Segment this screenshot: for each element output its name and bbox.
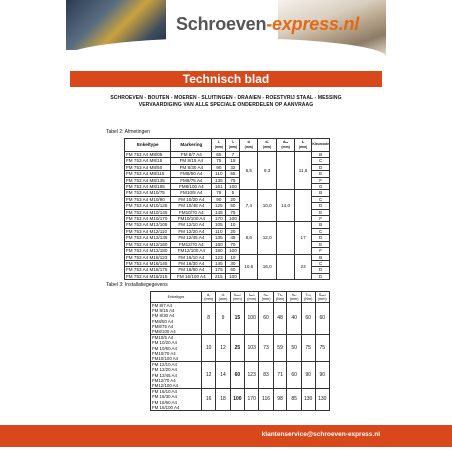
value-cell: 83: [259, 362, 273, 389]
brand-logo[interactable]: [176, 14, 359, 35]
table-cell: 125: [212, 203, 226, 209]
enkeltype-list: [151, 335, 202, 362]
table-row: [151, 335, 330, 362]
color-code-cell: D: [312, 267, 330, 273]
color-code-cell: E: [312, 209, 330, 215]
value-cell: 14: [216, 362, 230, 389]
value-cell: 12: [216, 335, 230, 362]
table-cell: FM12/70 A4: [171, 241, 212, 247]
group-cell-dnom: [277, 152, 295, 190]
color-code-cell: C: [312, 228, 330, 234]
col-header: Enkeltype: [125, 139, 171, 152]
group-cell-tv: 11,5: [294, 152, 312, 190]
col-header: Markering: [171, 139, 212, 152]
value-cell: 116: [259, 389, 273, 411]
table-cell: 60: [226, 267, 240, 273]
value-cell: 130: [301, 389, 315, 411]
table-cell: FM10/100 A4: [171, 216, 212, 222]
table-header-row: [151, 292, 330, 303]
value-cell: 100: [230, 389, 244, 411]
group-cell-d1: 7,4: [240, 190, 258, 222]
table-row: [151, 303, 330, 335]
table-cell: 10: [226, 222, 240, 228]
value-cell: 59: [273, 335, 287, 362]
value-cell: 170: [245, 389, 259, 411]
table-cell: 20: [226, 228, 240, 234]
color-code-cell: D: [312, 273, 330, 279]
table-cell: 135: [212, 177, 226, 183]
value-cell: 123: [245, 362, 259, 389]
value-cell: 40: [287, 303, 301, 335]
table-cell: FM 753 A4 M8/05: [125, 152, 171, 158]
value-cell: 60: [259, 303, 273, 335]
col-header: hₑₓ (mm): [259, 292, 273, 303]
subtitle-line-1: SCHROEVEN - BOUTEN - MOEREN - SLUITINGEN - DRAAIEN - ROESTVRIJ STAAL - MESSING: [110, 95, 342, 101]
enkeltype-name: FM10/100 A4: [152, 356, 179, 362]
col-header: Kleurcode: [312, 139, 330, 152]
enkeltype-name: FM 16/60 A4: [152, 399, 177, 405]
footer-bar: [0, 425, 452, 447]
table-cell: 110: [212, 228, 226, 234]
customer-service-email[interactable]: klantenservice@schroeven-express.nl: [261, 431, 380, 438]
table-cell: FM 8/15 A4: [171, 158, 212, 164]
col-header: l₁ (mm): [226, 139, 240, 152]
table-cell: 135: [212, 235, 226, 241]
group-cell-tv: [294, 190, 312, 222]
table-cell: FM 753 A4 M12/135: [125, 235, 171, 241]
enkeltype-name: FM 16/30 A4: [152, 394, 177, 400]
col-header: dᵢ (mm): [216, 292, 230, 303]
table-cell: 32: [226, 164, 240, 170]
header-banner-image: [66, 0, 386, 70]
group-cell-tv: 17: [294, 222, 312, 254]
table-cell: 15: [226, 158, 240, 164]
table-cell: FM 753 A4 M10/170: [125, 216, 171, 222]
table-cell: 215: [212, 273, 226, 279]
value-cell: 9: [216, 303, 230, 335]
table-cell: 100: [226, 248, 240, 254]
col-header: tᵥ (mm): [294, 139, 312, 152]
table-cell: FM 16/60 A4: [171, 267, 212, 273]
value-cell: 10: [202, 335, 216, 362]
table-cell: FM10/70 A4: [171, 209, 212, 215]
group-cell-d0: 12,0: [258, 222, 277, 254]
value-cell: 103: [245, 335, 259, 362]
enkeltype-name: FM10/5 A4: [152, 335, 174, 341]
group-cell-d1: 8,6: [240, 222, 258, 254]
table-cell: 123: [212, 254, 226, 260]
col-header: hₘᵢₙ (mm): [230, 292, 244, 303]
value-cell: 90: [315, 362, 329, 389]
enkeltype-list: [151, 362, 202, 389]
table-cell: 75: [212, 158, 226, 164]
table-cell: 110: [212, 171, 226, 177]
table-cell: 65: [212, 152, 226, 158]
table-cell: 30: [226, 260, 240, 266]
color-code-cell: E: [312, 171, 330, 177]
value-cell: 60: [287, 362, 301, 389]
color-code-cell: B: [312, 152, 330, 158]
table-cell: 75: [226, 177, 240, 183]
color-code-cell: C: [312, 260, 330, 266]
table-cell: 100: [226, 273, 240, 279]
color-code-cell: B: [312, 222, 330, 228]
value-cell: 85: [287, 389, 301, 411]
table-cell: 10: [226, 254, 240, 260]
table-cell: 145: [212, 260, 226, 266]
subtitle-line-2: VERVAARDIGING VAN ALLE SPECIALE ONDERDELEN OP AANVRAAG: [138, 102, 314, 108]
table-cell: FM 12/20 A4: [171, 228, 212, 234]
enkeltype-name: FM8/100 A4: [152, 329, 176, 335]
enkeltype-name: FM 8/15 A4: [152, 308, 175, 314]
table-cell: FM 753 A4 M8/50: [125, 164, 171, 170]
enkeltype-name: FM12/100 A4: [152, 383, 179, 389]
col-header: L (mm): [212, 139, 226, 152]
color-code-cell: F: [312, 216, 330, 222]
color-code-cell: D: [312, 235, 330, 241]
table-cell: FM 8/7 A4: [171, 152, 212, 158]
table-cell: 100: [226, 184, 240, 190]
table-cell: 70: [226, 241, 240, 247]
color-code-cell: D: [312, 203, 330, 209]
enkeltype-list: [151, 303, 202, 335]
value-cell: 60: [230, 362, 244, 389]
table-cell: FM 12/10 A4: [171, 222, 212, 228]
table-cell: 160: [212, 241, 226, 247]
group-cell-d0: 10,0: [258, 190, 277, 222]
value-cell: 100: [245, 303, 259, 335]
value-cell: 60: [301, 303, 315, 335]
table-cell: 90: [212, 196, 226, 202]
table-row: [151, 362, 330, 389]
enkeltype-name: FM8/75 A4: [152, 323, 174, 329]
table-cell: FM 753 A4 M12/180: [125, 248, 171, 254]
table-cell: FM10/5 A4: [171, 190, 212, 196]
table-header-row: [125, 139, 330, 152]
table-cell: 78: [212, 190, 226, 196]
table-cell: FM 12/45 A4: [171, 235, 212, 241]
table-3-label: Tabel 3: Installatiegegevens: [106, 282, 168, 288]
value-cell: 130: [315, 389, 329, 411]
group-cell-d0: 8,3: [258, 152, 277, 190]
color-code-cell: B: [312, 254, 330, 260]
enkeltype-name: FM 10/20 A4: [152, 340, 177, 346]
table-cell: FM 753 A4 M16/145: [125, 260, 171, 266]
value-cell: 75: [315, 335, 329, 362]
col-header: dᵢ (mm): [240, 139, 258, 152]
table-cell: 45: [226, 235, 240, 241]
col-header: hₑₓ (mm): [287, 292, 301, 303]
color-code-cell: G: [312, 184, 330, 190]
value-cell: 16: [202, 389, 216, 411]
color-code-cell: B: [312, 190, 330, 196]
table-cell: 50: [226, 203, 240, 209]
col-header: tₘᵢₙ (mm): [245, 292, 259, 303]
table-cell: FM 16/10 A4: [171, 254, 212, 260]
group-cell-tv: 23: [294, 254, 312, 280]
installation-table: [150, 291, 330, 411]
group-cell-d1: 6,5: [240, 152, 258, 190]
table-cell: 161: [212, 184, 226, 190]
value-cell: 12: [202, 362, 216, 389]
table-cell: FM 753 A4 M8/135: [125, 177, 171, 183]
group-cell-d1: 10,6: [240, 254, 258, 280]
enkeltype-name: FM 10/60 A4: [152, 345, 177, 351]
table-cell: FM 753 A4 M10/90: [125, 196, 171, 202]
table-cell: FM 753 A4 M16/175: [125, 267, 171, 273]
table-cell: FM8/75 A4: [171, 177, 212, 183]
color-code-cell: E: [312, 241, 330, 247]
color-code-cell: C: [312, 196, 330, 202]
table-cell: FM8/100 A4: [171, 184, 212, 190]
enkeltype-name: FM8/50 A4: [152, 318, 174, 324]
value-cell: 48: [273, 303, 287, 335]
table-cell: FM 16/30 A4: [171, 260, 212, 266]
enkeltype-name: FM 16/10 A4: [152, 389, 177, 395]
enkeltype-name: FM 12/20 A4: [152, 367, 177, 373]
page-title: Technisch blad: [70, 71, 382, 87]
enkeltype-name: FM10/70 A4: [152, 350, 176, 356]
enkeltype-name: FM 8/7 A4: [152, 303, 173, 308]
col-header: Enkeltype: [151, 292, 202, 303]
col-header: d₀ (mm): [258, 139, 277, 152]
table-cell: FM 753 A4 M12/110: [125, 228, 171, 234]
table-cell: 55: [226, 171, 240, 177]
table-cell: 7: [226, 152, 240, 158]
table-cell: 90: [212, 164, 226, 170]
table-cell: 175: [212, 267, 226, 273]
value-cell: 71: [273, 362, 287, 389]
value-cell: 60: [315, 303, 329, 335]
table-cell: 20: [226, 196, 240, 202]
table-cell: 145: [212, 209, 226, 215]
group-cell-d0: 16,0: [258, 254, 277, 280]
col-header: d₀ (mm): [202, 292, 216, 303]
value-cell: 50: [287, 335, 301, 362]
table-cell: FM12/100 A4: [171, 248, 212, 254]
table-cell: 5: [226, 190, 240, 196]
table-cell: 170: [212, 216, 226, 222]
logo-domain-text: -express.nl: [266, 14, 360, 34]
enkeltype-name: FM 16/100 A4: [152, 404, 180, 410]
color-code-cell: F: [312, 248, 330, 254]
table-cell: 180: [212, 248, 226, 254]
table-cell: FM 753 A4 M8/115: [125, 171, 171, 177]
table-cell: FM 10/48 A4: [171, 203, 212, 209]
table-cell: FM 753 A4 M10/125: [125, 203, 171, 209]
value-cell: 73: [259, 335, 273, 362]
table-cell: FM 753 A4 M8/15: [125, 158, 171, 164]
col-header: Tᵢₙₛ (Nm): [301, 292, 315, 303]
group-cell-dnom: [277, 254, 295, 280]
table-cell: 100: [226, 216, 240, 222]
table-2-label: Tabel 2: Afmetingen: [106, 129, 150, 135]
table-cell: FM 8/30 A4: [171, 164, 212, 170]
table-cell: FM 753 A4 M16/215: [125, 273, 171, 279]
col-header: dᵢₒₐ (mm): [277, 139, 295, 152]
value-cell: 8: [202, 303, 216, 335]
table-cell: FM 753 A4 M12/160: [125, 241, 171, 247]
value-cell: 25: [230, 335, 244, 362]
enkeltype-name: FM12/70 A4: [152, 377, 176, 383]
logo-brand-text: Schroeven: [176, 14, 267, 34]
table-cell: FM 753 A4 M10/75: [125, 190, 171, 196]
value-cell: 98: [273, 389, 287, 411]
group-cell-dnom: 14,0: [277, 190, 295, 222]
value-cell: 15: [230, 303, 244, 335]
table-cell: FM8/50 A4: [171, 171, 212, 177]
enkeltype-list: [151, 389, 202, 411]
table-cell: FM 753 A4 M12/105: [125, 222, 171, 228]
table-cell: 105: [212, 222, 226, 228]
table-cell: FM 753 A4 M8/165: [125, 184, 171, 190]
col-header: Sₘᵢₙ (mm): [315, 292, 329, 303]
header-swoosh: [66, 38, 386, 70]
table-cell: 75: [226, 209, 240, 215]
table-cell: FM 16/100 A4: [171, 273, 212, 279]
group-cell-dnom: [277, 222, 295, 254]
color-code-cell: F: [312, 177, 330, 183]
installation-table-body: [151, 303, 330, 411]
value-cell: 90: [301, 362, 315, 389]
dimensions-table: [124, 138, 330, 280]
enkeltype-name: FM 12/45 A4: [152, 372, 177, 378]
table-row: [151, 389, 330, 411]
dimensions-table-body: [125, 152, 330, 280]
value-cell: 18: [216, 389, 230, 411]
table-cell: FM 753 A4 M16/123: [125, 254, 171, 260]
col-header: Tₕₒ (Nm): [273, 292, 287, 303]
table-cell: FM 10/20 A4: [171, 196, 212, 202]
color-code-cell: C: [312, 158, 330, 164]
enkeltype-name: FM 8/30 A4: [152, 313, 175, 319]
value-cell: 75: [301, 335, 315, 362]
enkeltype-name: FM 12/10 A4: [152, 362, 177, 368]
color-code-cell: D: [312, 164, 330, 170]
table-cell: FM 753 A4 M10/145: [125, 209, 171, 215]
